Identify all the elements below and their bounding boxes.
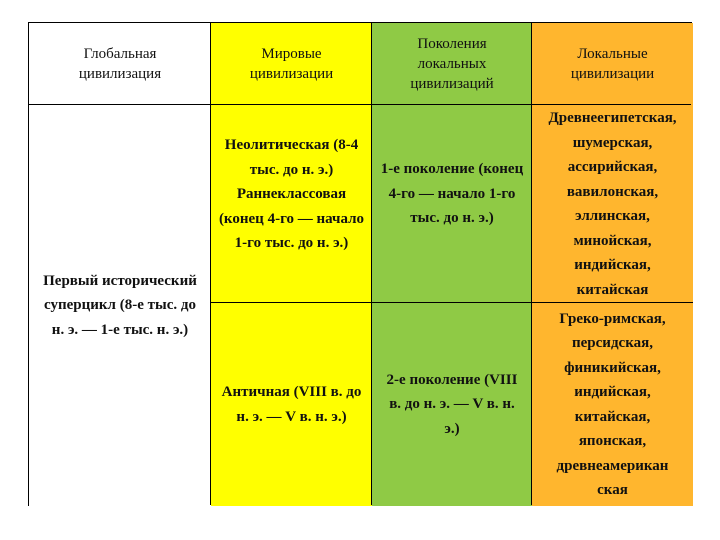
list-item: индийская, bbox=[574, 257, 651, 273]
list-item: минойская, bbox=[573, 232, 652, 249]
list-item: японская, bbox=[578, 433, 647, 449]
row2-local bbox=[532, 303, 693, 506]
list-item: шумерская, bbox=[572, 134, 653, 151]
header-generations-text: Поколения локальных цивилизаций bbox=[410, 36, 494, 92]
list-item: вавилонская, bbox=[566, 183, 659, 200]
header-generations bbox=[372, 23, 532, 105]
row2-local-list bbox=[557, 307, 669, 503]
list-item: китайская, bbox=[574, 408, 651, 425]
row1-world bbox=[211, 105, 372, 303]
row2-generation-text: 2-е поколение (VIII в. до н. э. — V в. н. э.) bbox=[386, 371, 518, 437]
list-item: древнеамерикан bbox=[556, 457, 669, 474]
grid-line bbox=[29, 104, 691, 105]
grid-line bbox=[210, 23, 211, 505]
row1-world-text: Неолитическая (8-4 тыс. до н. э.) Раннеклассовая (конец 4-го — начало 1-го тыс. до н. э.) bbox=[218, 137, 365, 251]
header-global-text: Глобальная цивилизация bbox=[78, 46, 162, 82]
header-local bbox=[532, 23, 693, 105]
header-global bbox=[29, 23, 211, 105]
row2-world bbox=[211, 303, 372, 506]
grid-line bbox=[211, 302, 693, 303]
list-item: персидская, bbox=[572, 335, 653, 351]
list-item: ассирийская, bbox=[567, 159, 658, 175]
list-item: Древнеегипетская, bbox=[548, 110, 677, 126]
civilizations-table bbox=[28, 22, 692, 506]
list-item: индийская, bbox=[574, 384, 651, 400]
grid-line bbox=[531, 23, 532, 505]
header-world-text: Мировые цивилизации bbox=[249, 46, 334, 82]
row1-local bbox=[532, 105, 693, 303]
header-world bbox=[211, 23, 372, 105]
row2-world-text: Античная (VIII в. до н. э. — V в. н. э.) bbox=[221, 384, 362, 425]
header-local-text: Локальные цивилизации bbox=[570, 46, 655, 82]
row1-generation bbox=[372, 105, 532, 303]
row1-generation-text: 1-е поколение (конец 4-го — начало 1-го тыс. до н. э.) bbox=[380, 161, 524, 226]
global-cell-text: Первый исторический суперцикл (8-е тыс. до н. э. — 1-е тыс. н. э.) bbox=[43, 272, 197, 338]
list-item: финикийская, bbox=[564, 359, 661, 376]
global-cell bbox=[29, 105, 211, 506]
list-item: эллинская, bbox=[575, 208, 650, 224]
list-item: китайская bbox=[576, 281, 649, 298]
row2-generation bbox=[372, 303, 532, 506]
row1-local-list bbox=[548, 106, 676, 302]
grid-line bbox=[371, 23, 372, 505]
list-item: ская bbox=[597, 482, 628, 498]
list-item: Греко-римская, bbox=[559, 310, 666, 327]
